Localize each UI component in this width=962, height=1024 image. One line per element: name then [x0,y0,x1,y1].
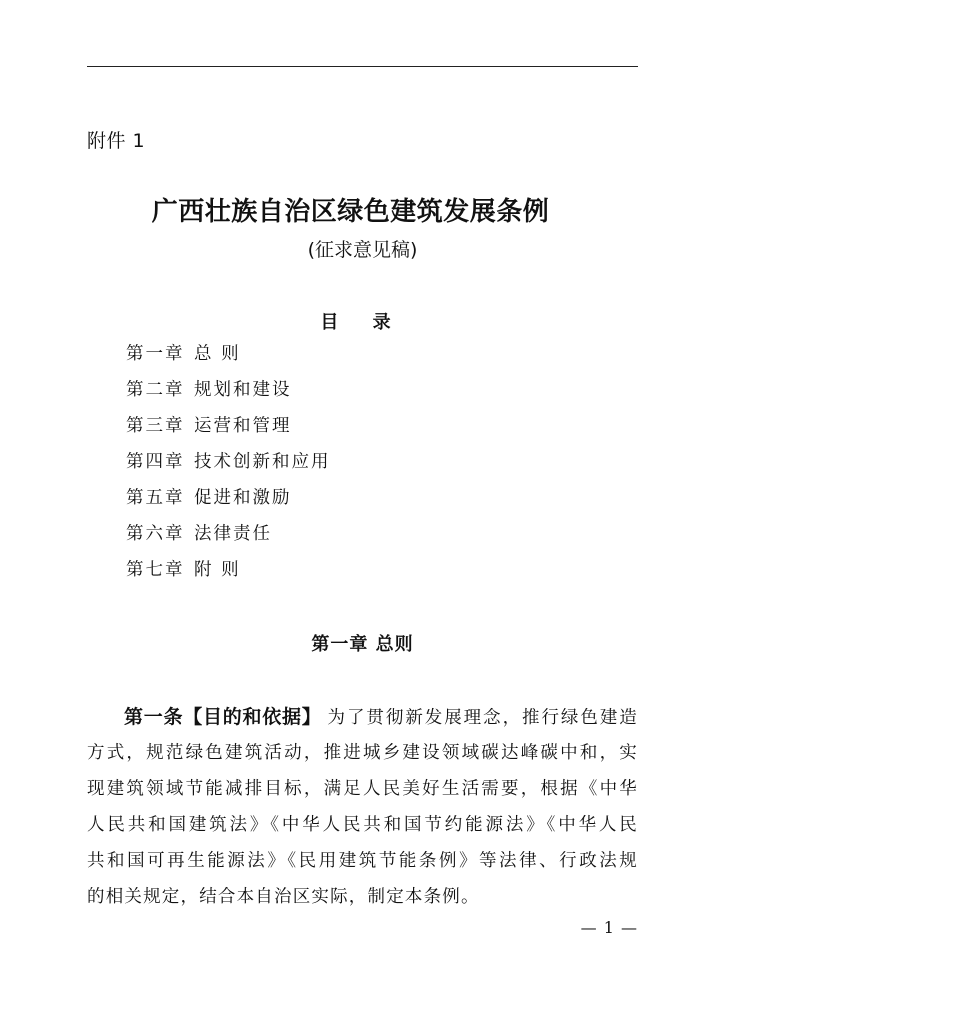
document-subtitle: (征求意见稿) [307,239,418,261]
article-line: 的相关规定，结合本自治区实际，制定本条例。 [87,887,480,907]
article-line: 方式，规范绿色建筑活动，推进城乡建设领域碳达峰碳中和，实 [87,743,638,763]
attachment-label: 附件 1 [87,130,146,152]
chapter-heading: 第一章 总则 [311,634,414,655]
toc-chapter-number: 第六章 [126,524,185,544]
toc-chapter-name: 运营和管理 [194,416,292,436]
toc-item-7 [126,558,331,594]
toc-chapter-name: 附 则 [194,560,241,580]
article-line: 现建筑领域节能减排目标，满足人民美好生活需要，根据《中华 [87,779,638,799]
toc-heading: 目 录 [320,312,405,333]
toc-item-2 [126,378,331,414]
toc-chapter-name: 规划和建设 [194,380,292,400]
toc-chapter-name: 技术创新和应用 [194,452,331,472]
toc-item-1 [126,342,331,378]
document-title: 广西壮族自治区绿色建筑发展条例 [151,197,550,227]
article-line: 共和国可再生能源法》《民用建筑节能条例》等法律、行政法规 [87,851,638,871]
toc-item-4 [126,450,331,486]
toc-chapter-number: 第三章 [126,416,185,436]
article-text: 为了贯彻新发展理念，推行绿色建造 [327,708,638,728]
toc-item-3 [126,414,331,450]
toc-chapter-number: 第七章 [126,560,185,580]
article-label: 第一条【目的和依据】 [124,706,322,728]
toc-chapter-name: 总 则 [194,344,241,364]
toc-item-6 [126,522,331,558]
toc-chapter-number: 第一章 [126,344,185,364]
toc-chapter-number: 第五章 [126,488,185,508]
article-line: 人民共和国建筑法》《中华人民共和国节约能源法》《中华人民 [87,815,638,835]
toc-item-5 [126,486,331,522]
toc-chapter-name: 法律责任 [194,524,272,544]
article-line [87,699,638,735]
article-1 [87,699,638,915]
header-rule [87,66,638,67]
table-of-contents [126,342,331,594]
toc-chapter-number: 第四章 [126,452,185,472]
page-number: — 1 — [580,918,638,937]
toc-chapter-number: 第二章 [126,380,185,400]
toc-chapter-name: 促进和激励 [194,488,292,508]
